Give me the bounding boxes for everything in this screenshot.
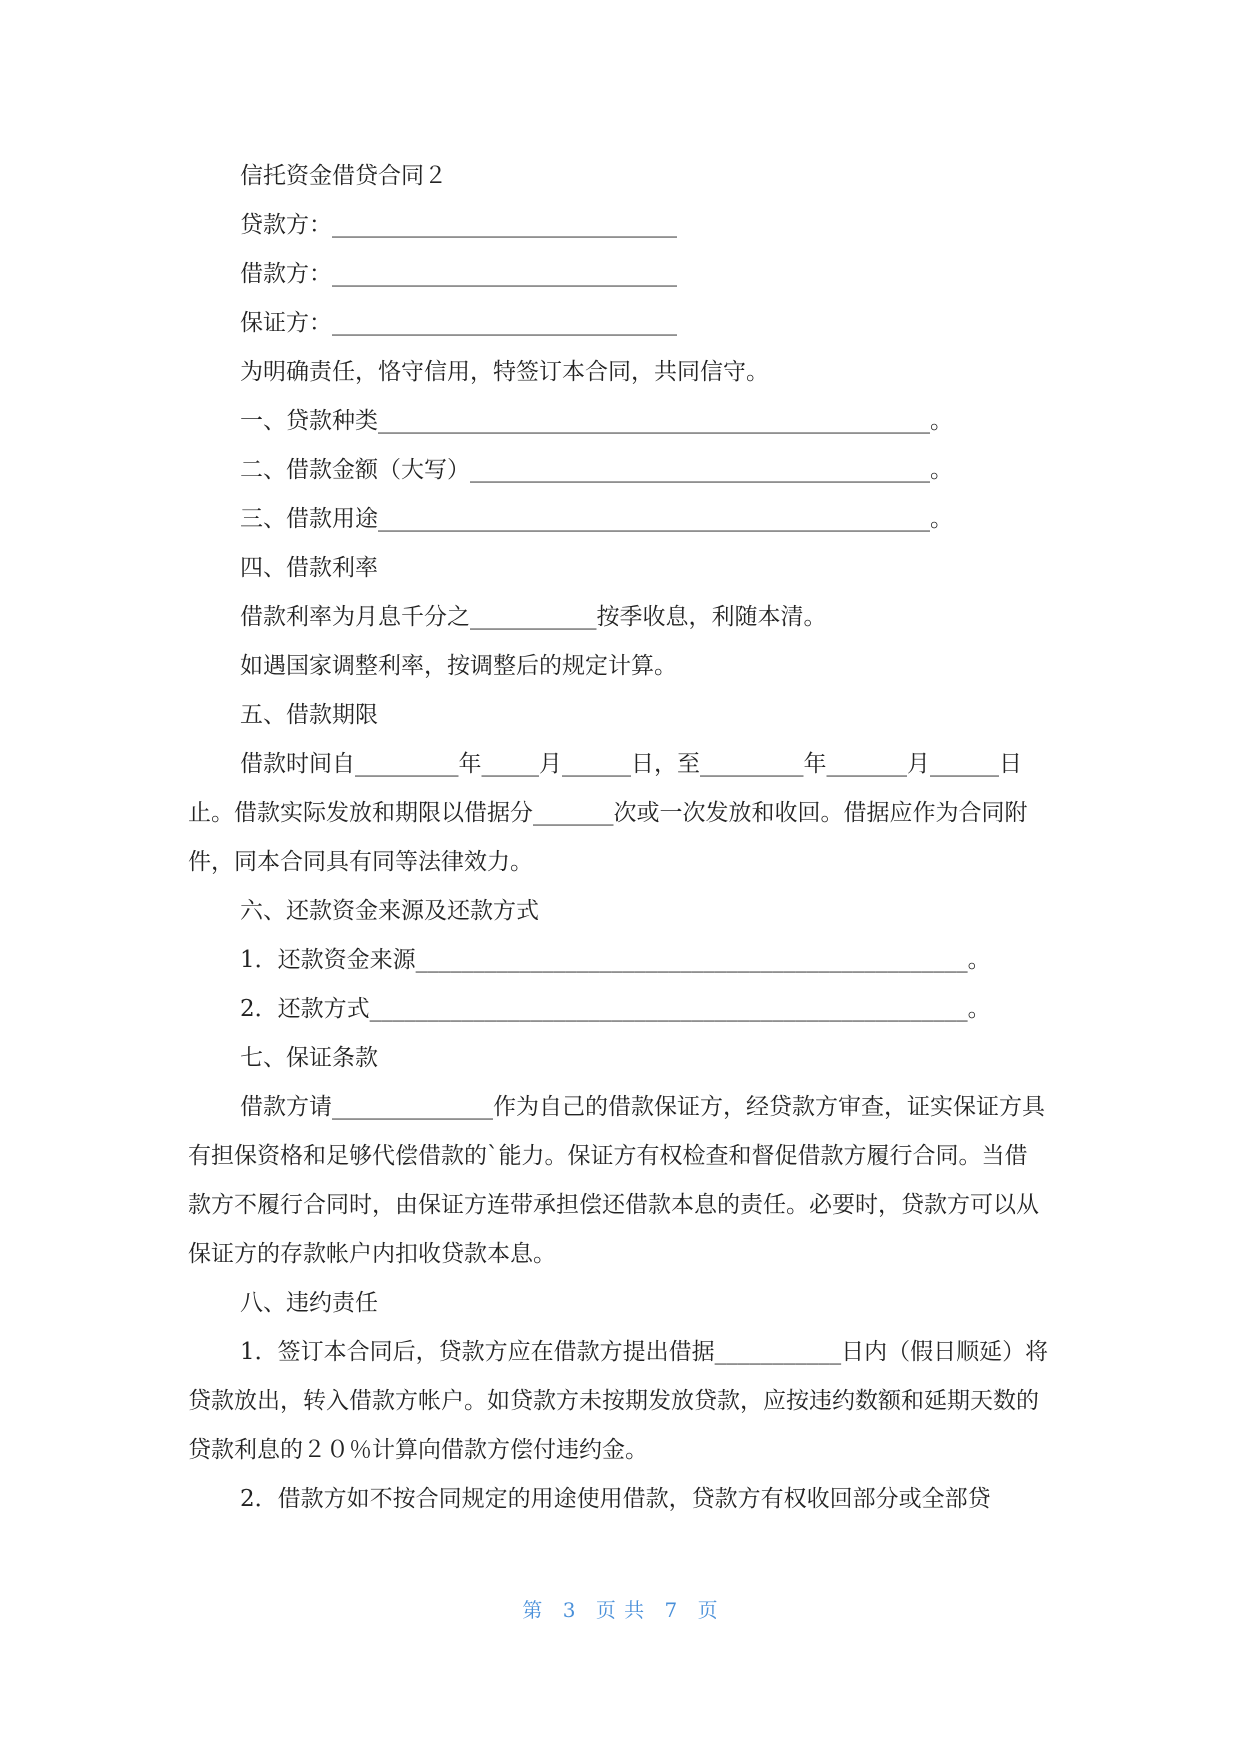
- current-page-number: 3: [562, 1598, 577, 1622]
- guarantor-field: 保证方：______________________________: [240, 310, 677, 336]
- preamble: 为明确责任，恪守信用，特签订本合同，共同信守。: [240, 359, 769, 385]
- breach-item-1: 1．签订本合同后，贷款方应在借款方提出借据___________日内（假日顺延）将贷款放出，转入借款方帐户。如贷款方未按期发放贷款，应按违约数额和延期天数的贷款利息的２０％计算向借款方偿付违约金。: [188, 1339, 1049, 1463]
- clause-1-loan-type: 一、贷款种类________________________________________________。: [240, 408, 953, 434]
- repayment-method: 2．还款方式____________________________________________________。: [240, 996, 991, 1022]
- clause-6-heading: 六、还款资金来源及还款方式: [240, 898, 539, 924]
- lender-field: 贷款方：______________________________: [240, 212, 677, 238]
- borrower-field: 借款方：______________________________: [240, 261, 677, 287]
- clause-7-heading: 七、保证条款: [240, 1045, 378, 1071]
- footer-label-of: 页 共: [595, 1598, 646, 1622]
- clause-5-heading: 五、借款期限: [240, 702, 378, 728]
- rate-adjustment-text: 如遇国家调整利率，按调整后的规定计算。: [240, 653, 677, 679]
- interest-rate-text: 借款利率为月息千分之___________按季收息，利随本清。: [240, 604, 827, 630]
- loan-term-text: 借款时间自_________年_____月______日，至_________年_______月______日止。借款实际发放和期限以借据分_______次或一次发放和收回。借据应作为合同附件，同本合同具有同等法律效力。: [188, 751, 1028, 875]
- footer-label-pages: 页: [697, 1598, 719, 1622]
- breach-item-2: 2．借款方如不按合同规定的用途使用借款，贷款方有权收回部分或全部贷: [240, 1486, 991, 1512]
- clause-3-loan-purpose: 三、借款用途________________________________________________。: [240, 506, 953, 532]
- footer-label-page: 第: [522, 1598, 544, 1622]
- clause-4-heading: 四、借款利率: [240, 555, 378, 581]
- document-title: 信托资金借贷合同２: [240, 163, 447, 189]
- clause-2-loan-amount: 二、借款金额（大写）________________________________________。: [240, 457, 953, 483]
- clause-8-heading: 八、违约责任: [240, 1290, 378, 1316]
- page-footer: [0, 1594, 1241, 1623]
- repayment-source: 1．还款资金来源________________________________________________。: [240, 947, 991, 973]
- guarantee-text: 借款方请______________作为自己的借款保证方，经贷款方审查，证实保证方具有担保资格和足够代偿借款的`能力。保证方有权检查和督促借款方履行合同。当借款方不履行合同时，由保证方连带承担偿还借款本息的责任。必要时，贷款方可以从保证方的存款帐户内扣收贷款本息。: [188, 1094, 1045, 1267]
- total-pages-number: 7: [664, 1598, 679, 1622]
- document-body: [188, 152, 1050, 1524]
